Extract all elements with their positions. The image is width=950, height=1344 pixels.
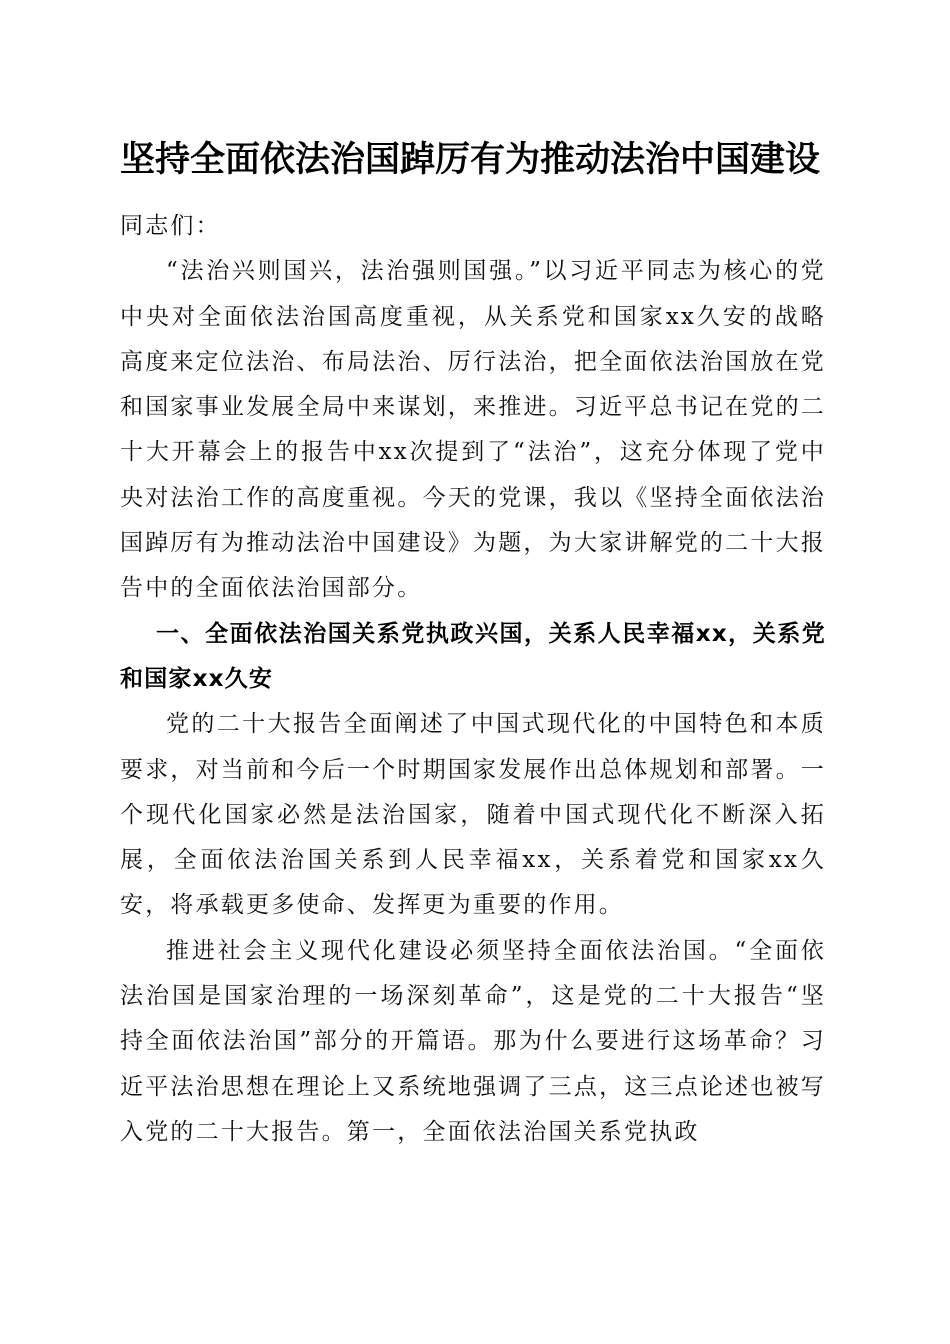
intro-paragraph: “法治兴则国兴，法治强则国强。”以习近平同志为核心的党中央对全面依法治国高度重视，从关系党和国家xx久安的战略高度来定位法治、布局法治、厉行法治，把全面依法治国放在党和国家事业发展全局中来谋划，来推进。习近平总书记在党的二十大开幕会上的报告中xx次提到了“法治”，这充分体现了党中央对法治工作的高度重视。今天的党课，我以《坚持全面依法治国踔厉有为推动法治中国建设》为题，为大家讲解党的二十大报告中的全面依法治国部分。	[120, 258, 826, 602]
document-title: 坚持全面依法治国踔厉有为推动法治中国建设	[120, 139, 821, 180]
section1-paragraph-1: 党的二十大报告全面阐述了中国式现代化的中国特色和本质要求，对当前和今后一个时期国家发展作出总体规划和部署。一个现代化国家必然是法治国家，随着中国式现代化不断深入拓展，全面依法治国关系到人民幸福xx，关系着党和国家xx久安，将承载更多使命、发挥更为重要的作用。	[120, 711, 826, 919]
document-body	[120, 204, 826, 1155]
section1-paragraph-2: 推进社会主义现代化建设必须坚持全面依法治国。“全面依法治国是国家治理的一场深刻革命”，这是党的二十大报告“坚持全面依法治国”部分的开篇语。那为什么要进行这场革命？习近平法治思想在理论上又系统地强调了三点，这三点论述也被写入党的二十大报告。第一，全面依法治国关系党执政	[120, 937, 826, 1145]
greeting: 同志们：	[120, 213, 221, 239]
section-heading-1: 一、全面依法治国关系党执政兴国，关系人民幸福xx，关系党和国家xx久安	[120, 620, 826, 692]
